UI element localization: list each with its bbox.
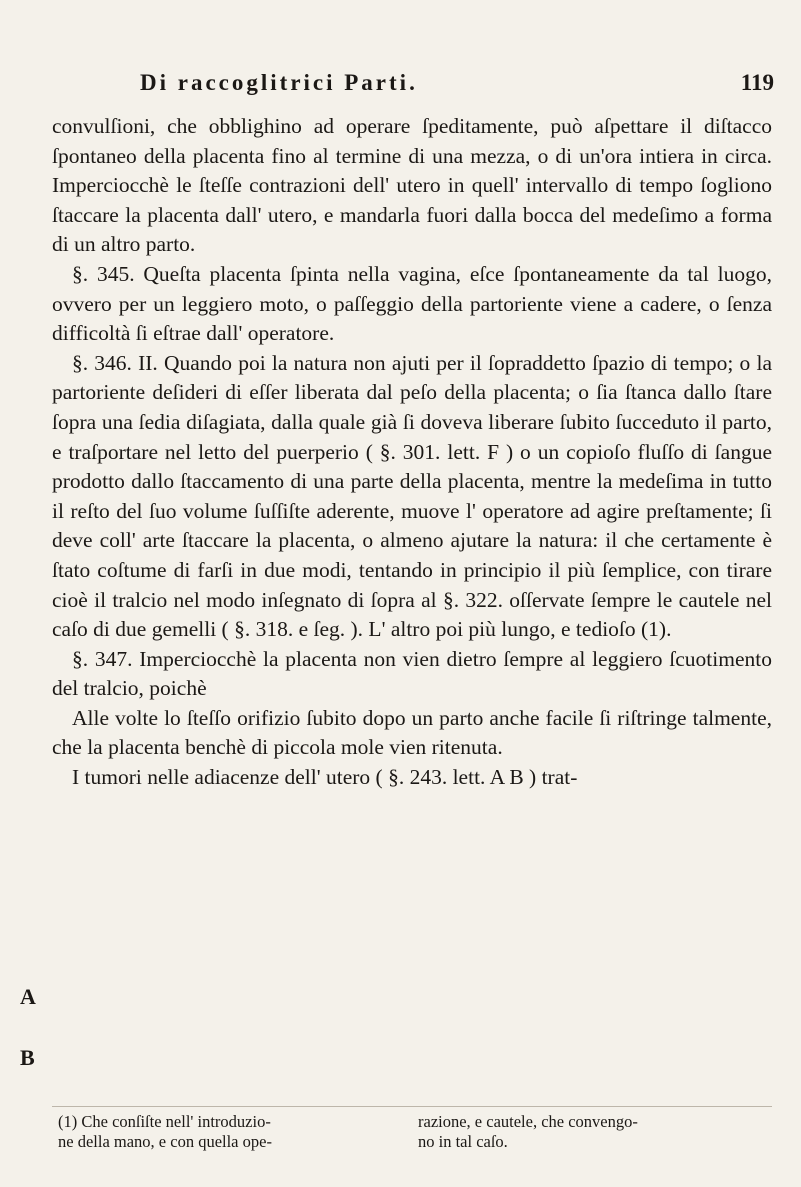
paragraph-346: §. 346. II. Quando poi la natura non ajuti per il ſopraddetto ſpazio di tempo; o la partoriente deſideri di eſſer liberata dal peſo della placenta; o ſia ſtanca dallo ſtare ſopra una ſedia diſagiata, dalla quale già ſi doveva liberare ſubito ſucceduto il parto, e traſportare nel letto del puerperio ( §. 301. lett. F ) o un copioſo fluſſo di ſangue prodotto dallo ſtaccamento di una parte della placenta, mentre la medeſima in tutto il reſto del ſuo volume ſuſſiſte aderente, muove l' operatore ad agire preſtamente; ſi deve coll' arte ſtaccare la placenta, o almeno ajutare la natura: il che certamente è ſtato coſtume di farſi in due modi, tentando in principio il più ſemplice, con tirare cioè il tralcio nel modo inſegnato di ſopra al §. 322. oſſervate ſempre le cautele nel caſo di due gemelli ( §. 318. e ſeg. ). L' altro poi più lungo, e tedioſo (1). [52, 350, 772, 642]
margin-letter-b: B [20, 1045, 35, 1070]
footnote-column-right [418, 1112, 768, 1152]
page-header [140, 70, 780, 102]
margin-letter-a: A [20, 984, 36, 1009]
page-number: 119 [740, 70, 774, 95]
paragraph-347: §. 347. Imperciocchè la placenta non vien dietro ſempre al leggiero ſcuotimento del tralcio, poichè [52, 646, 772, 701]
footnote-line: razione, e cautele, che convengo- [418, 1112, 638, 1131]
paragraph-345: §. 345. Queſta placenta ſpinta nella vagina, eſce ſpontaneamente da tal luogo, ovvero per un leggiero moto, o paſſeggio della partoriente viene a cadere, o ſenza difficoltà ſi eſtrae dall' operatore. [52, 261, 772, 346]
running-title: Di raccoglitrici Parti. [140, 70, 418, 95]
paragraph-a: Alle volte lo ſteſſo orifizio ſubito dopo un parto anche facile ſi riſtringe talmente, che la placenta benchè di piccola mole vien ritenuta. [52, 705, 772, 760]
footnote-column-left [58, 1112, 408, 1152]
paragraph-continuation: convulſioni, che obblighino ad operare ſpeditamente, può aſpettare il diſtacco ſpontaneo della placenta fino al termine di una mezza, o di un'ora intiera in circa. Imperciocchè le ſteſſe contrazioni dell' utero in quell' intervallo di tempo ſogliono ſtaccare la placenta dall' utero, e mandarla fuori dalla bocca del medeſimo a forma di un altro parto. [52, 114, 772, 257]
main-text [52, 112, 772, 793]
paragraph-b: I tumori nelle adiacenze dell' utero ( §. 243. lett. A B ) trat- [72, 765, 578, 790]
footnote-line: (1) Che conſiſte nell' introduzio- [58, 1112, 271, 1131]
footnote-line: ne della mano, e con quella ope- [58, 1132, 272, 1151]
footnote-line: no in tal caſo. [418, 1132, 508, 1151]
footnote-divider [52, 1106, 772, 1107]
